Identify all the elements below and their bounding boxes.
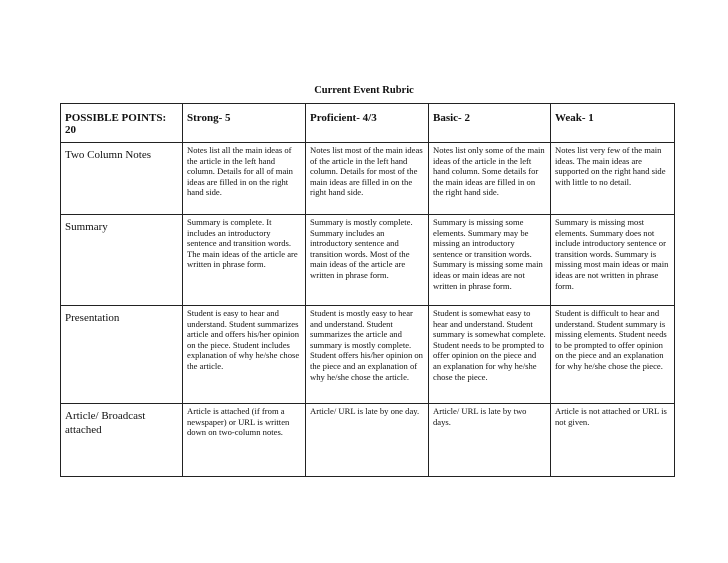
rubric-cell-basic: Notes list only some of the main ideas of the article in the left hand column. Some details for the main ideas are filled in on the right hand side. [429, 143, 551, 215]
rubric-cell-weak: Student is difficult to hear and understand. Student summary is missing elements. Student needs to be prompted to offer opinion on the piece and an explanation for why he/she chose the piece. [551, 306, 675, 404]
rubric-cell-strong: Summary is complete. It includes an introductory sentence and transition words. The main ideas of the article are written in phrase form. [183, 215, 306, 306]
rubric-cell-basic: Summary is missing some elements. Summary may be missing an introductory sentence or transition words. Summary is missing some main ideas or main ideas are not written in phrase form. [429, 215, 551, 306]
criterion-summary: Summary [61, 215, 183, 306]
header-strong: Strong- 5 [183, 104, 306, 143]
rubric-cell-strong: Student is easy to hear and understand. Student summarizes article and offers his/her opinion on the piece. Student includes explanation of why he/she chose the article. [183, 306, 306, 404]
rubric-cell-proficient: Summary is mostly complete. Summary includes an introductory sentence and transition words. Most of the main ideas of the article are written in phrase form. [306, 215, 429, 306]
rubric-cell-proficient: Student is mostly easy to hear and understand. Student summarizes the article and summary is mostly complete. Student offers his/her opinion on the piece and an explanation of why he/she chose the article. [306, 306, 429, 404]
criterion-presentation: Presentation [61, 306, 183, 404]
rubric-cell-weak: Notes list very few of the main ideas. The main ideas are supported on the right hand side with little to no detail. [551, 143, 675, 215]
table-row [61, 306, 675, 404]
document-title: Current Event Rubric [314, 85, 414, 96]
header-proficient: Proficient- 4/3 [306, 104, 429, 143]
rubric-cell-proficient: Notes list most of the main ideas of the article in the left hand column. Details for most of the main ideas are filled in on the right hand side. [306, 143, 429, 215]
criterion-two-column-notes: Two Column Notes [61, 143, 183, 215]
table-row [61, 143, 675, 215]
header-possible-points: POSSIBLE POINTS: 20 [61, 104, 183, 143]
rubric-cell-strong: Article is attached (if from a newspaper) or URL is written down on two-column notes. [183, 404, 306, 477]
rubric-cell-basic: Student is somewhat easy to hear and understand. Student summary is somewhat complete. Student needs to be prompted to offer opinion on the piece and an explanation for why he/she chose the piece. [429, 306, 551, 404]
rubric-table [60, 103, 675, 477]
header-basic: Basic- 2 [429, 104, 551, 143]
criterion-article-broadcast: Article/ Broadcast attached [61, 404, 183, 477]
table-row [61, 215, 675, 306]
header-row [61, 104, 675, 143]
rubric-cell-weak: Summary is missing most elements. Summary does not include introductory sentence or transition words. Summary is missing most main ideas or main ideas are not written in phrase form. [551, 215, 675, 306]
rubric-cell-strong: Notes list all the main ideas of the article in the left hand column. Details for all of main ideas are filled in on the right hand side. [183, 143, 306, 215]
rubric-cell-proficient: Article/ URL is late by one day. [306, 404, 429, 477]
rubric-cell-basic: Article/ URL is late by two days. [429, 404, 551, 477]
header-weak: Weak- 1 [551, 104, 675, 143]
rubric-cell-weak: Article is not attached or URL is not given. [551, 404, 675, 477]
table-row [61, 404, 675, 477]
